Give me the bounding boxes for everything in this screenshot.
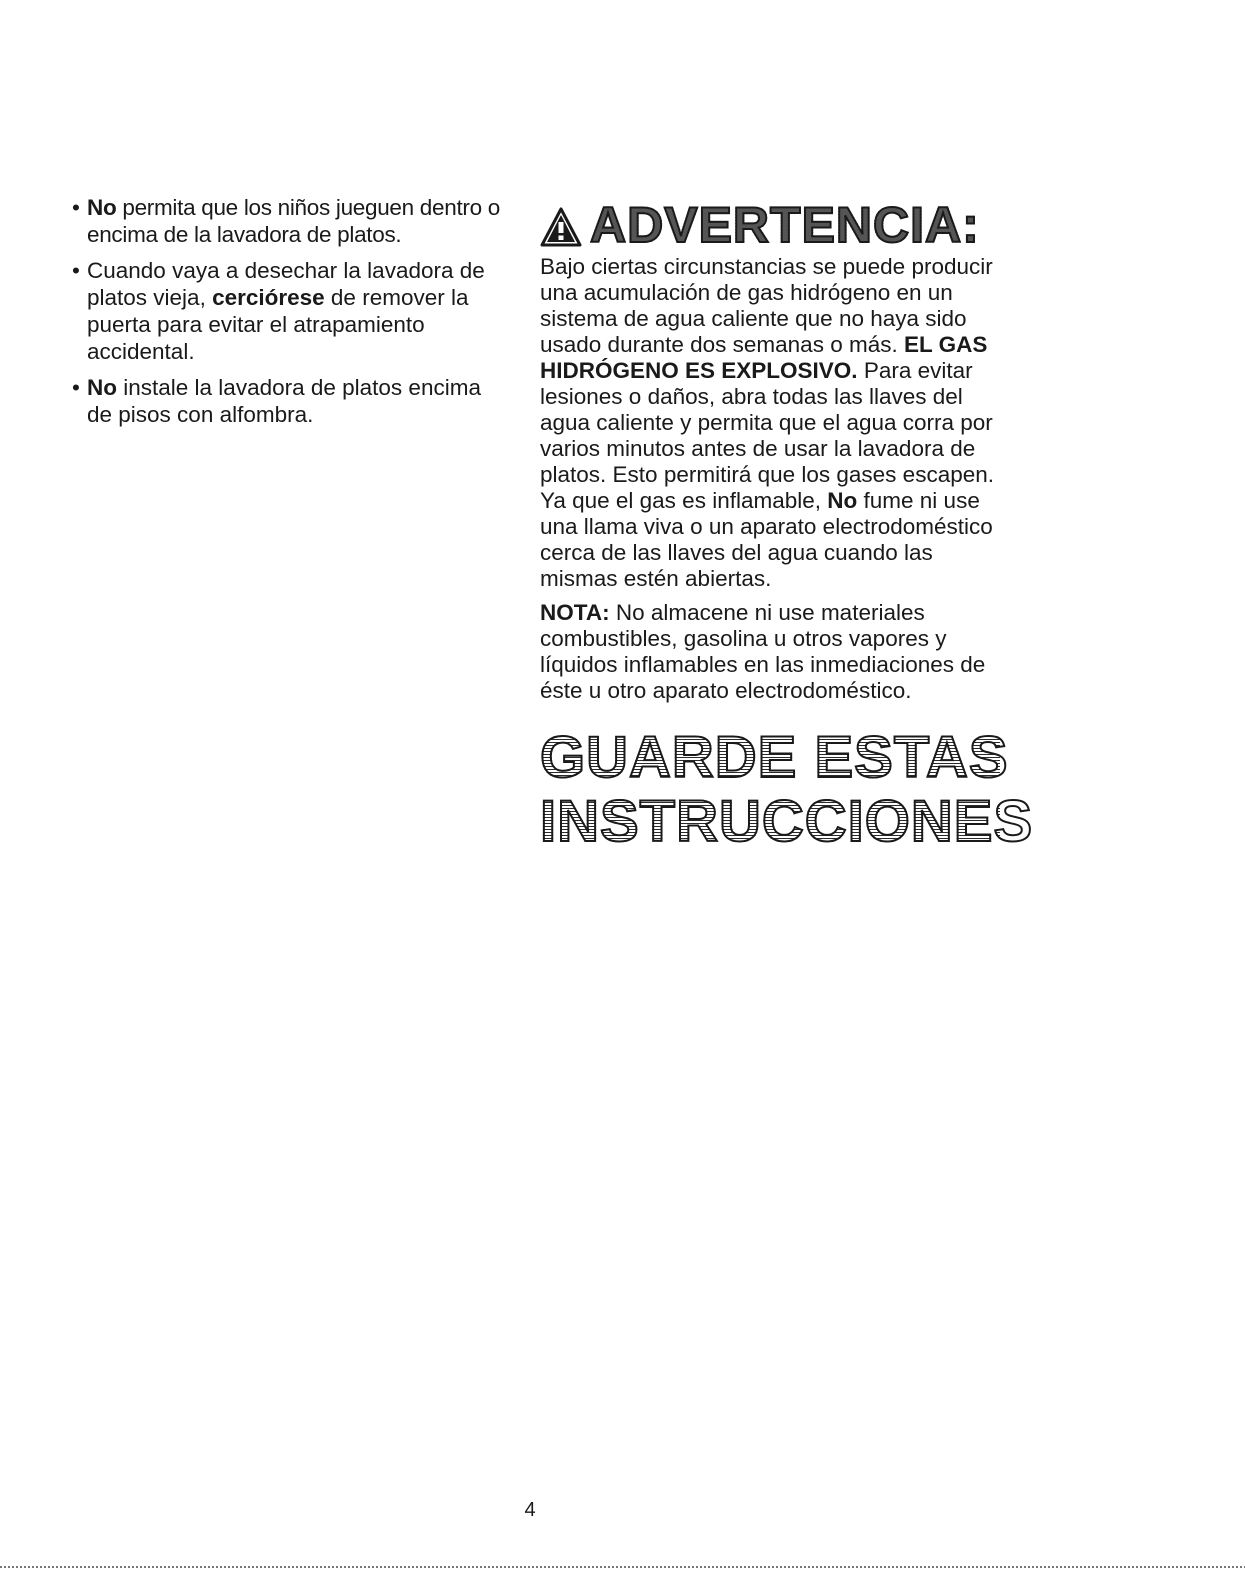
note-paragraph xyxy=(540,600,1000,704)
list-item-text: instale la lavadora de platos encima de pisos con alfombra. xyxy=(87,375,481,427)
warning-paragraph xyxy=(540,254,1000,592)
list-item-text: Cuando vaya a desechar la lavadora de platos vieja, xyxy=(87,258,485,310)
warning-text: Bajo ciertas circunstancias se puede producir una acumulación de gas hidrógeno en un sistema de agua caliente que no haya sido usado durante dos semanas o más. xyxy=(540,254,993,357)
warning-heading xyxy=(540,196,1000,254)
warning-text: Para evitar lesiones o daños, abra todas las llaves del agua caliente y permita que el agua corra por varios minutos antes de usar la lavadora de platos. Esto permitirá que los gases escapen. Ya que el gas es inflamable, xyxy=(540,358,994,513)
list-item xyxy=(72,374,512,428)
list-item xyxy=(72,194,512,248)
list-item-text: de remover la puerta para evitar el atrapamiento accidental. xyxy=(87,285,469,364)
bottom-divider xyxy=(0,1566,1245,1568)
warning-triangle-icon xyxy=(540,207,582,247)
page-number: 4 xyxy=(524,1499,536,1521)
warning-text: fume ni use una llama viva o un aparato electrodoméstico cerca de las llaves del agua cuando las mismas estén abiertas. xyxy=(540,488,993,591)
save-heading-line: GUARDE ESTAS xyxy=(540,725,1009,790)
warning-section xyxy=(540,196,1034,854)
save-instructions-heading xyxy=(540,725,1034,854)
warning-bold-text: No xyxy=(827,488,858,513)
bold-emphasis-text: cerciórese xyxy=(212,285,325,310)
warning-title: ADVERTENCIA: xyxy=(590,197,980,253)
note-text: No almacene ni use materiales combustibles, gasolina u otros vapores y líquidos inflamables en las inmediaciones de éste u otro aparato electrodoméstico. xyxy=(540,600,986,703)
note-label: NOTA: xyxy=(540,600,610,625)
bullet-dot: • xyxy=(72,375,80,400)
bold-lead-text: No xyxy=(87,195,117,220)
list-item-text: permita que los niños jueguen dentro o encima de la lavadora de platos. xyxy=(87,195,500,247)
list-item xyxy=(72,257,512,365)
safety-bullet-list xyxy=(72,194,512,437)
save-heading-line: INSTRUCCIONES xyxy=(540,789,1034,854)
bullet-dot: • xyxy=(72,195,80,220)
warning-bold-text: EL GAS HIDRÓGENO ES EXPLOSIVO. xyxy=(540,332,988,383)
bullet-dot: • xyxy=(72,258,80,283)
bold-lead-text: No xyxy=(87,375,117,400)
